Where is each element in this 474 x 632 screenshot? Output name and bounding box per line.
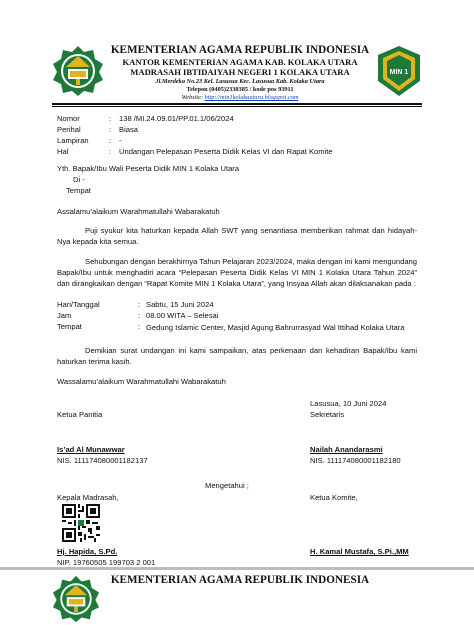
meta-colon: :: [109, 125, 112, 134]
website-link[interactable]: http://min1kolakautara.blogspot.com: [204, 94, 299, 101]
paragraph-closing: Demikian surat undangan ini kami sampaikan, atas perkenaan dan kehadiran Bapak/Ibu kami haturkan terima kasih.: [57, 346, 417, 366]
schedule-row: [57, 300, 427, 311]
schedule-label: Tempat: [57, 322, 82, 331]
headmaster-role: Kepala Madrasah,: [57, 493, 119, 502]
meta-label: Hal: [57, 147, 69, 156]
kemenag-logo-icon: [52, 575, 100, 623]
kemenag-logo-icon: [52, 45, 104, 97]
meta-value: Biasa: [119, 125, 138, 134]
meta-row: [57, 147, 437, 158]
schedule-value: 08.00 WITA – Selesai: [146, 311, 219, 320]
meta-row: [57, 125, 437, 136]
schedule-row: [57, 311, 427, 322]
header-address: Jl.Merdeka No.23 Kel. Lasusua Kec. Lasusua Kab. Kolaka Utara: [155, 78, 325, 85]
header-divider-thin: [52, 106, 422, 107]
meta-row: [57, 136, 437, 147]
committee-chair-name: Is’ad Al Munawwar: [57, 445, 125, 454]
meta-label: Lampiran: [57, 136, 89, 145]
committee-head-name: H. Kamal Mustafa, S.Pi.,MM: [310, 547, 409, 556]
next-page: [0, 570, 474, 632]
greeting: Assalamu’alaikum Warahmatullahi Wabarakatuh: [57, 207, 220, 216]
event-schedule: [57, 300, 427, 344]
committee-chair-nis: NIS. 111174080001182137: [57, 456, 148, 465]
next-page-header: KEMENTERIAN AGAMA REPUBLIK INDONESIA: [110, 574, 370, 586]
website-label: Website:: [181, 94, 204, 101]
meta-colon: :: [109, 147, 112, 156]
committee-chair-role: Ketua Panitia: [57, 410, 103, 419]
letter-meta: [57, 114, 437, 158]
header-ministry: KEMENTERIAN AGAMA REPUBLIK INDONESIA: [110, 44, 370, 56]
headmaster-nip: NIP. 19760505 199703 2 001: [57, 558, 156, 567]
place-date: Lasusua, 10 Juni 2024: [310, 399, 387, 408]
meta-label: Perihal: [57, 125, 81, 134]
secretary-name: Nailah Anandarasmi: [310, 445, 383, 454]
recipient-place: Tempat: [66, 186, 91, 195]
recipient-di: Di -: [73, 175, 85, 184]
schedule-value: Gedung Islamic Center, Masjid Agung Bahrurrasyad Wal Ittihad Kolaka Utara: [146, 323, 405, 332]
schedule-row: [57, 322, 427, 344]
header-website: [110, 94, 370, 101]
secretary-role: Sekretaris: [310, 410, 345, 419]
paragraph-opening: Puji syukur kita haturkan kepada Allah SWT yang senantiasa memberikan rahmat dan hidayah-Nya kepada kita semua.: [57, 226, 417, 246]
schedule-label: Hari/Tanggal: [57, 300, 100, 309]
meta-row: [57, 114, 437, 125]
meta-value: Undangan Pelepasan Peserta Didik Kelas VI dan Rapat Komite: [119, 147, 333, 156]
schedule-colon: :: [138, 311, 141, 320]
header-school: MADRASAH IBTIDAIYAH NEGERI 1 KOLAKA UTARA: [130, 67, 350, 77]
qr-code-icon: [62, 504, 100, 542]
schedule-colon: :: [138, 300, 141, 309]
header-divider-thick: [52, 103, 422, 105]
header-office: KANTOR KEMENTERIAN AGAMA KAB. KOLAKA UTARA: [122, 57, 358, 67]
paragraph-invitation: Sehubungan dengan berakhirnya Tahun Pelajaran 2023/2024, maka dengan ini kami mengundang Bapak/Ibu untuk menghadiri acara “Pelepasan Peserta Didik Kelas VI MIN 1 Kolaka Utara Tahun 2024” dan dirangkaikan dengan “Rapat Komite MIN 1 Kolaka Utara”, yang Insyaa Allah akan dilaksanakan pada :: [57, 257, 417, 288]
acknowledged-label: Mengetahui ;: [205, 481, 249, 490]
schedule-label: Jam: [57, 311, 72, 320]
schedule-colon: :: [138, 322, 141, 331]
header-phone: Telepon (0405)2330385 / kode pos 93911: [186, 86, 294, 93]
secretary-nis: NIS. 111174080001182180: [310, 456, 401, 465]
headmaster-name: Hj. Hapida, S.Pd.: [57, 547, 118, 556]
schedule-value: Sabtu, 15 Juni 2024: [146, 300, 214, 309]
meta-value: 138 /MI.24.09.01/PP.01.1/06/2024: [119, 114, 234, 123]
recipient: Yth. Bapak/Ibu Wali Peserta Didik MIN 1 Kolaka Utara: [57, 164, 240, 173]
committee-head-role: Ketua Komite,: [310, 493, 358, 502]
madrasah-logo-icon: [376, 45, 422, 97]
meta-value: -: [119, 136, 122, 145]
closing-greeting: Wassalamu’alaikum Warahmatullahi Wabarakatuh: [57, 377, 226, 386]
meta-colon: :: [109, 114, 112, 123]
meta-colon: :: [109, 136, 112, 145]
meta-label: Nomor: [57, 114, 80, 123]
madrasah-logo-text: MIN 1: [389, 69, 409, 76]
